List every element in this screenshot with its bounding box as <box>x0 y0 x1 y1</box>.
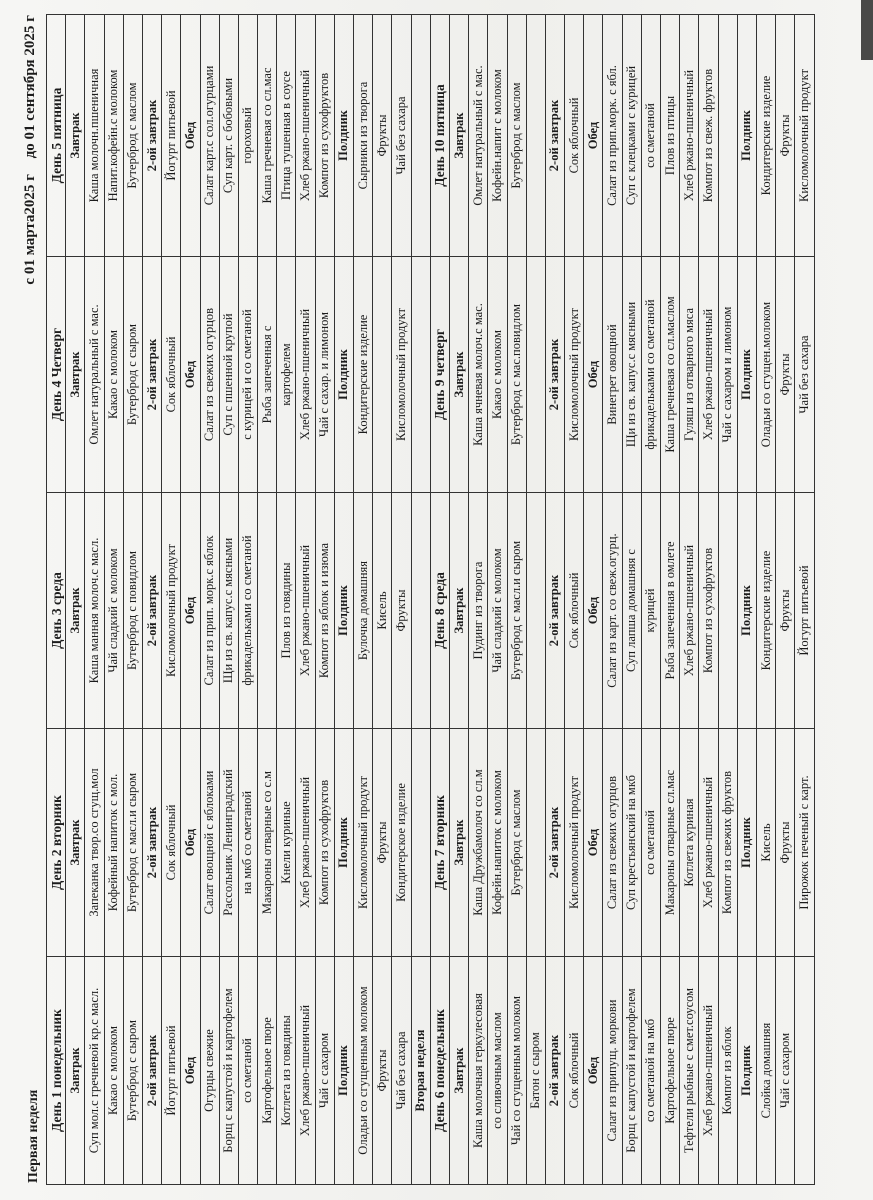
lunch-item: Хлеб ржано-пшеничный <box>699 957 718 1185</box>
breakfast-item: Бутерброд с повидлом <box>123 493 142 729</box>
snack-item: Кондитерские изделие <box>756 15 775 257</box>
section-snack: Полдник <box>334 257 353 493</box>
menu-row <box>507 15 526 1185</box>
snack-item: Кондитерское изделие <box>392 729 411 957</box>
menu-row <box>449 15 468 1185</box>
lunch-item: Борщ с капустой и картофелем <box>219 957 238 1185</box>
day-header: День 10 пятница <box>430 15 449 257</box>
menu-cell <box>411 257 430 493</box>
lunch-item: Хлеб ржано-пшеничный <box>699 729 718 957</box>
section-second-breakfast: 2-ой завтрак <box>545 729 564 957</box>
breakfast-item: Кофейный напиток с мол. <box>104 729 123 957</box>
menu-row <box>104 15 123 1185</box>
breakfast-item: Чай сладкий с молоком <box>488 493 507 729</box>
lunch-item: Борщ с капустой и картофелем <box>622 957 641 1185</box>
section-snack: Полдник <box>334 493 353 729</box>
section-lunch: Обед <box>584 957 603 1185</box>
breakfast-item: Кофейн.напит с молоком <box>488 15 507 257</box>
lunch-item: Макароны отварные со с.м <box>258 729 277 957</box>
section-snack: Полдник <box>737 957 756 1185</box>
validity-period <box>22 15 39 297</box>
breakfast-item: Каша молочн.пшеничная <box>85 15 104 257</box>
lunch-item: со сметаной на мкб <box>641 957 660 1185</box>
day-header: День 5 пятница <box>47 15 66 257</box>
menu-row <box>219 15 238 1185</box>
breakfast-item: Каша Дружбамолоч со сл.м <box>469 729 488 957</box>
section-snack: Полдник <box>737 493 756 729</box>
menu-row <box>622 15 641 1185</box>
lunch-item: Котлета из говядины <box>277 957 296 1185</box>
snack-item: Фрукты <box>373 15 392 257</box>
lunch-item: Суп крестьянский на мкб <box>622 729 641 957</box>
breakfast-item: Бутерброд с сыром <box>123 257 142 493</box>
menu-row <box>277 15 296 1185</box>
lunch-item: курицей <box>641 493 660 729</box>
lunch-item: Суп лапша домашняя с <box>622 493 641 729</box>
lunch-item: Каша гречневая со сл.мас <box>258 15 277 257</box>
section-breakfast: Завтрак <box>449 729 468 957</box>
menu-row <box>680 15 699 1185</box>
menu-row <box>334 15 353 1185</box>
section-breakfast: Завтрак <box>66 493 85 729</box>
second-breakfast-item: Сок яблочный <box>565 493 584 729</box>
section-breakfast: Завтрак <box>449 257 468 493</box>
breakfast-item: Бутерброд с маслом <box>507 15 526 257</box>
section-lunch: Обед <box>584 729 603 957</box>
breakfast-item: Бутерброд с маслом <box>123 15 142 257</box>
lunch-item: Котлета куриная <box>680 729 699 957</box>
section-breakfast: Завтрак <box>66 729 85 957</box>
menu-row <box>718 15 737 1185</box>
lunch-item: Огурцы свежие <box>200 957 219 1185</box>
section-snack: Полдник <box>334 957 353 1185</box>
lunch-item: Хлеб ржано-пшеничный <box>680 493 699 729</box>
section-second-breakfast: 2-ой завтрак <box>142 729 161 957</box>
section-second-breakfast: 2-ой завтрак <box>545 15 564 257</box>
lunch-item: фрикадельками со сметаной <box>641 257 660 493</box>
day-header: День 9 четверг <box>430 257 449 493</box>
breakfast-item <box>526 257 545 493</box>
lunch-item: Рассольник Ленинградский <box>219 729 238 957</box>
menu-cell <box>411 15 430 257</box>
menu-row <box>603 15 622 1185</box>
lunch-item: Гуляш из отварного мяса <box>680 257 699 493</box>
section-second-breakfast: 2-ой завтрак <box>545 493 564 729</box>
breakfast-item: Батон с сыром <box>526 957 545 1185</box>
snack-item: Оладьи со сгущен.молоком <box>756 257 775 493</box>
lunch-item: с курицей и со сметаной <box>238 257 257 493</box>
menu-row <box>661 15 680 1185</box>
breakfast-item: Кофейн.напиток с молоком <box>488 729 507 957</box>
breakfast-item <box>526 729 545 957</box>
lunch-item: Салат из прип. морк.с яблок <box>200 493 219 729</box>
lunch-item: Салат из свежих огурцов <box>200 257 219 493</box>
menu-table <box>46 14 815 1185</box>
section-second-breakfast: 2-ой завтрак <box>142 493 161 729</box>
lunch-item: со сметаной <box>641 15 660 257</box>
second-breakfast-item: Кисломолочный продукт <box>565 257 584 493</box>
section-snack: Полдник <box>737 729 756 957</box>
section-second-breakfast: 2-ой завтрак <box>545 257 564 493</box>
menu-row <box>142 15 161 1185</box>
snack-item: Пирожок печеный с карт. <box>795 729 814 957</box>
lunch-item: Салат овощной с яблоками <box>200 729 219 957</box>
snack-item: Фрукты <box>776 257 795 493</box>
day-header: День 7 вторник <box>430 729 449 957</box>
lunch-item: Хлеб ржано-пшеничный <box>296 15 315 257</box>
lunch-item: Хлеб ржано-пшеничный <box>296 257 315 493</box>
section-breakfast: Завтрак <box>66 957 85 1185</box>
day-header: День 3 среда <box>47 493 66 729</box>
lunch-item: картофелем <box>277 257 296 493</box>
section-breakfast: Завтрак <box>449 15 468 257</box>
lunch-item: Компот из яблок и изюма <box>315 493 334 729</box>
section-second-breakfast: 2-ой завтрак <box>545 957 564 1185</box>
day-header: День 2 вторник <box>47 729 66 957</box>
lunch-item: Хлеб ржано-пшеничный <box>296 957 315 1185</box>
menu-row <box>181 15 200 1185</box>
menu-row <box>162 15 181 1185</box>
menu-row <box>737 15 756 1185</box>
section-lunch: Обед <box>181 957 200 1185</box>
menu-row <box>258 15 277 1185</box>
section-breakfast: Завтрак <box>449 957 468 1185</box>
section-snack: Полдник <box>737 257 756 493</box>
section-lunch: Обед <box>584 15 603 257</box>
breakfast-item: Какао с молоком <box>104 257 123 493</box>
snack-item: Кисель <box>756 729 775 957</box>
menu-row <box>699 15 718 1185</box>
menu-row <box>488 15 507 1185</box>
menu-row <box>47 15 66 1185</box>
document-header <box>20 15 46 1185</box>
lunch-item: Птица тушенная в соусе <box>277 15 296 257</box>
snack-item: Чай с сахаром <box>776 957 795 1185</box>
breakfast-item: Бутерброд с сыром <box>123 957 142 1185</box>
menu-row <box>469 15 488 1185</box>
snack-item: Слойка домашняя <box>756 957 775 1185</box>
menu-row <box>123 15 142 1185</box>
lunch-item: со сметаной <box>238 957 257 1185</box>
menu-row <box>354 15 373 1185</box>
section-second-breakfast: 2-ой завтрак <box>142 15 161 257</box>
lunch-item: Салат из карт. со свеж.огурц. <box>603 493 622 729</box>
lunch-item: гороховый <box>238 15 257 257</box>
second-breakfast-item: Йогурт питьевой <box>162 957 181 1185</box>
breakfast-item: Какао с молоком <box>104 957 123 1185</box>
section-snack: Полдник <box>334 729 353 957</box>
menu-row <box>641 15 660 1185</box>
section-snack: Полдник <box>334 15 353 257</box>
lunch-item: Суп карт. с бобовыми <box>219 15 238 257</box>
lunch-item: Картофельное пюре <box>661 957 680 1185</box>
snack-item: Фрукты <box>776 729 795 957</box>
lunch-item: Рыба запеченная с <box>258 257 277 493</box>
menu-cell <box>411 729 430 957</box>
breakfast-item: Омлет натуральный с мас. <box>469 15 488 257</box>
day-header: День 1 понедельник <box>47 957 66 1185</box>
menu-row <box>584 15 603 1185</box>
week2-label: Вторая неделя <box>411 957 430 1185</box>
snack-item: Кисель <box>373 493 392 729</box>
breakfast-item <box>526 493 545 729</box>
lunch-item: Каша гречневая со сл.маслом <box>661 257 680 493</box>
lunch-item: Щи из св. капус.с мясными <box>622 257 641 493</box>
menu-table-body <box>47 15 815 1185</box>
menu-row <box>85 15 104 1185</box>
lunch-item: Хлеб ржано-пшеничный <box>699 257 718 493</box>
section-second-breakfast: 2-ой завтрак <box>142 957 161 1185</box>
breakfast-item: Какао с молоком <box>488 257 507 493</box>
breakfast-item: Бутерброд с мас.повидлом <box>507 257 526 493</box>
menu-row <box>430 15 449 1185</box>
section-breakfast: Завтрак <box>66 257 85 493</box>
day-header: День 6 понедельник <box>430 957 449 1185</box>
menu-row <box>776 15 795 1185</box>
lunch-item: Рыба запеченная в омлете <box>661 493 680 729</box>
snack-item <box>373 257 392 493</box>
snack-item: Кисломолочный продукт <box>392 257 411 493</box>
lunch-item: Компот из сухофруктов <box>699 493 718 729</box>
lunch-item: Щи из св. капус.с мясными <box>219 493 238 729</box>
lunch-item: Салат из прип.морк. с ябл. <box>603 15 622 257</box>
snack-item: Фрукты <box>776 15 795 257</box>
section-lunch: Обед <box>181 15 200 257</box>
menu-row <box>296 15 315 1185</box>
lunch-item: Чай с сахаром и лимоном <box>718 257 737 493</box>
snack-item: Сырники из творога <box>354 15 373 257</box>
lunch-item: Компот из сухофруктов <box>315 15 334 257</box>
breakfast-item <box>526 15 545 257</box>
day-header: День 4 Четверг <box>47 257 66 493</box>
second-breakfast-item: Сок яблочный <box>565 957 584 1185</box>
snack-item: Булочка домашняя <box>354 493 373 729</box>
lunch-item <box>258 493 277 729</box>
lunch-item: Салат из припущ. моркови <box>603 957 622 1185</box>
snack-item: Чай без сахара <box>392 15 411 257</box>
lunch-item <box>718 493 737 729</box>
snack-item: Кисломолочный продукт <box>354 729 373 957</box>
breakfast-item: Чай сладкий с молоком <box>104 493 123 729</box>
snack-item: Оладьи со сгущенным молоком <box>354 957 373 1185</box>
lunch-item: Компот из свежих фруктов <box>718 729 737 957</box>
scan-edge-shadow <box>861 0 873 60</box>
menu-row <box>200 15 219 1185</box>
section-breakfast: Завтрак <box>66 15 85 257</box>
lunch-item: Чай с сахаром <box>315 957 334 1185</box>
section-lunch: Обед <box>181 493 200 729</box>
menu-row <box>373 15 392 1185</box>
breakfast-item: Каша ячневая молоч.с мас. <box>469 257 488 493</box>
lunch-item: Кнели куриные <box>277 729 296 957</box>
breakfast-item: Пудинг из творога <box>469 493 488 729</box>
lunch-item: Компот из яблок <box>718 957 737 1185</box>
menu-row <box>392 15 411 1185</box>
breakfast-item: Бутерброд с маслом <box>507 729 526 957</box>
section-lunch: Обед <box>584 493 603 729</box>
menu-row <box>315 15 334 1185</box>
lunch-item: Винегрет овощной <box>603 257 622 493</box>
second-breakfast-item: Йогурт питьевой <box>162 15 181 257</box>
breakfast-item: со сливочным маслом <box>488 957 507 1185</box>
snack-item: Кондитерские изделие <box>354 257 373 493</box>
lunch-item: Макароны отварные сл.мас <box>661 729 680 957</box>
lunch-item: Хлеб ржано-пшеничный <box>680 15 699 257</box>
breakfast-item: Каша молочная геркулесовая <box>469 957 488 1185</box>
breakfast-item: Омлет натуральный с мас. <box>85 257 104 493</box>
second-breakfast-item: Кисломолочный продукт <box>565 729 584 957</box>
menu-row <box>756 15 775 1185</box>
snack-item: Фрукты <box>373 729 392 957</box>
section-second-breakfast: 2-ой завтрак <box>142 257 161 493</box>
lunch-item: на мкб со сметаной <box>238 729 257 957</box>
breakfast-item: Чай со сгущенным молоком <box>507 957 526 1185</box>
menu-row <box>526 15 545 1185</box>
lunch-item: Тефтели рыбные с смет.соусом <box>680 957 699 1185</box>
lunch-item: Салат карт.с сол.огурцами <box>200 15 219 257</box>
section-lunch: Обед <box>181 729 200 957</box>
second-breakfast-item: Сок яблочный <box>162 257 181 493</box>
lunch-item: Компот из сухофруктов <box>315 729 334 957</box>
breakfast-item: Бутерброд с масл.и сыром <box>507 493 526 729</box>
lunch-item: Суп с пшенной крупой <box>219 257 238 493</box>
week1-label: Первая неделя <box>26 1089 41 1183</box>
menu-row <box>545 15 564 1185</box>
menu-row <box>238 15 257 1185</box>
lunch-item: Хлеб ржано-пшеничный <box>296 493 315 729</box>
second-breakfast-item: Сок яблочный <box>565 15 584 257</box>
breakfast-item: Запеканка твор.со сгущ.мол <box>85 729 104 957</box>
snack-item: Кисломолочный продукт <box>795 15 814 257</box>
lunch-item: фрикадельками со сметаной <box>238 493 257 729</box>
snack-item: Йогурт питьевой <box>795 493 814 729</box>
breakfast-item: Каша манная молоч.с масл. <box>85 493 104 729</box>
snack-item: Кондитерские изделие <box>756 493 775 729</box>
lunch-item: Плов из говядины <box>277 493 296 729</box>
breakfast-item: Напит.кофейн.с молоком <box>104 15 123 257</box>
breakfast-item: Суп мол.с гречневой кр.с масл. <box>85 957 104 1185</box>
section-lunch: Обед <box>181 257 200 493</box>
menu-row <box>66 15 85 1185</box>
lunch-item <box>718 15 737 257</box>
menu-row <box>411 15 430 1185</box>
second-breakfast-item: Кисломолочный продукт <box>162 493 181 729</box>
menu-row <box>795 15 814 1185</box>
snack-item: Чай без сахара <box>795 257 814 493</box>
section-snack: Полдник <box>737 15 756 257</box>
lunch-item: Суп с клецками с курицей <box>622 15 641 257</box>
rotated-menu-document <box>20 15 840 1185</box>
menu-row <box>565 15 584 1185</box>
lunch-item: Салат из свежих огурцов <box>603 729 622 957</box>
day-header: День 8 среда <box>430 493 449 729</box>
snack-item: Чай без сахара <box>392 957 411 1185</box>
lunch-item: Плов из птицы <box>661 15 680 257</box>
snack-item: Фрукты <box>392 493 411 729</box>
section-lunch: Обед <box>584 257 603 493</box>
menu-cell <box>411 493 430 729</box>
snack-item <box>795 957 814 1185</box>
lunch-item: Хлеб ржано-пшеничный <box>296 729 315 957</box>
snack-item: Фрукты <box>373 957 392 1185</box>
lunch-item: Чай с сахар. и лимоном <box>315 257 334 493</box>
lunch-item: со сметаной <box>641 729 660 957</box>
breakfast-item: Бутерброд с масл.и сыром <box>123 729 142 957</box>
lunch-item: Компот из свеж. фруктов <box>699 15 718 257</box>
lunch-item: Картофельное пюре <box>258 957 277 1185</box>
section-breakfast: Завтрак <box>449 493 468 729</box>
snack-item: Фрукты <box>776 493 795 729</box>
second-breakfast-item: Сок яблочный <box>162 729 181 957</box>
period-to: до 01 сентября 2025 г <box>22 15 38 159</box>
period-from: с 01 марта2025 г <box>22 174 38 285</box>
